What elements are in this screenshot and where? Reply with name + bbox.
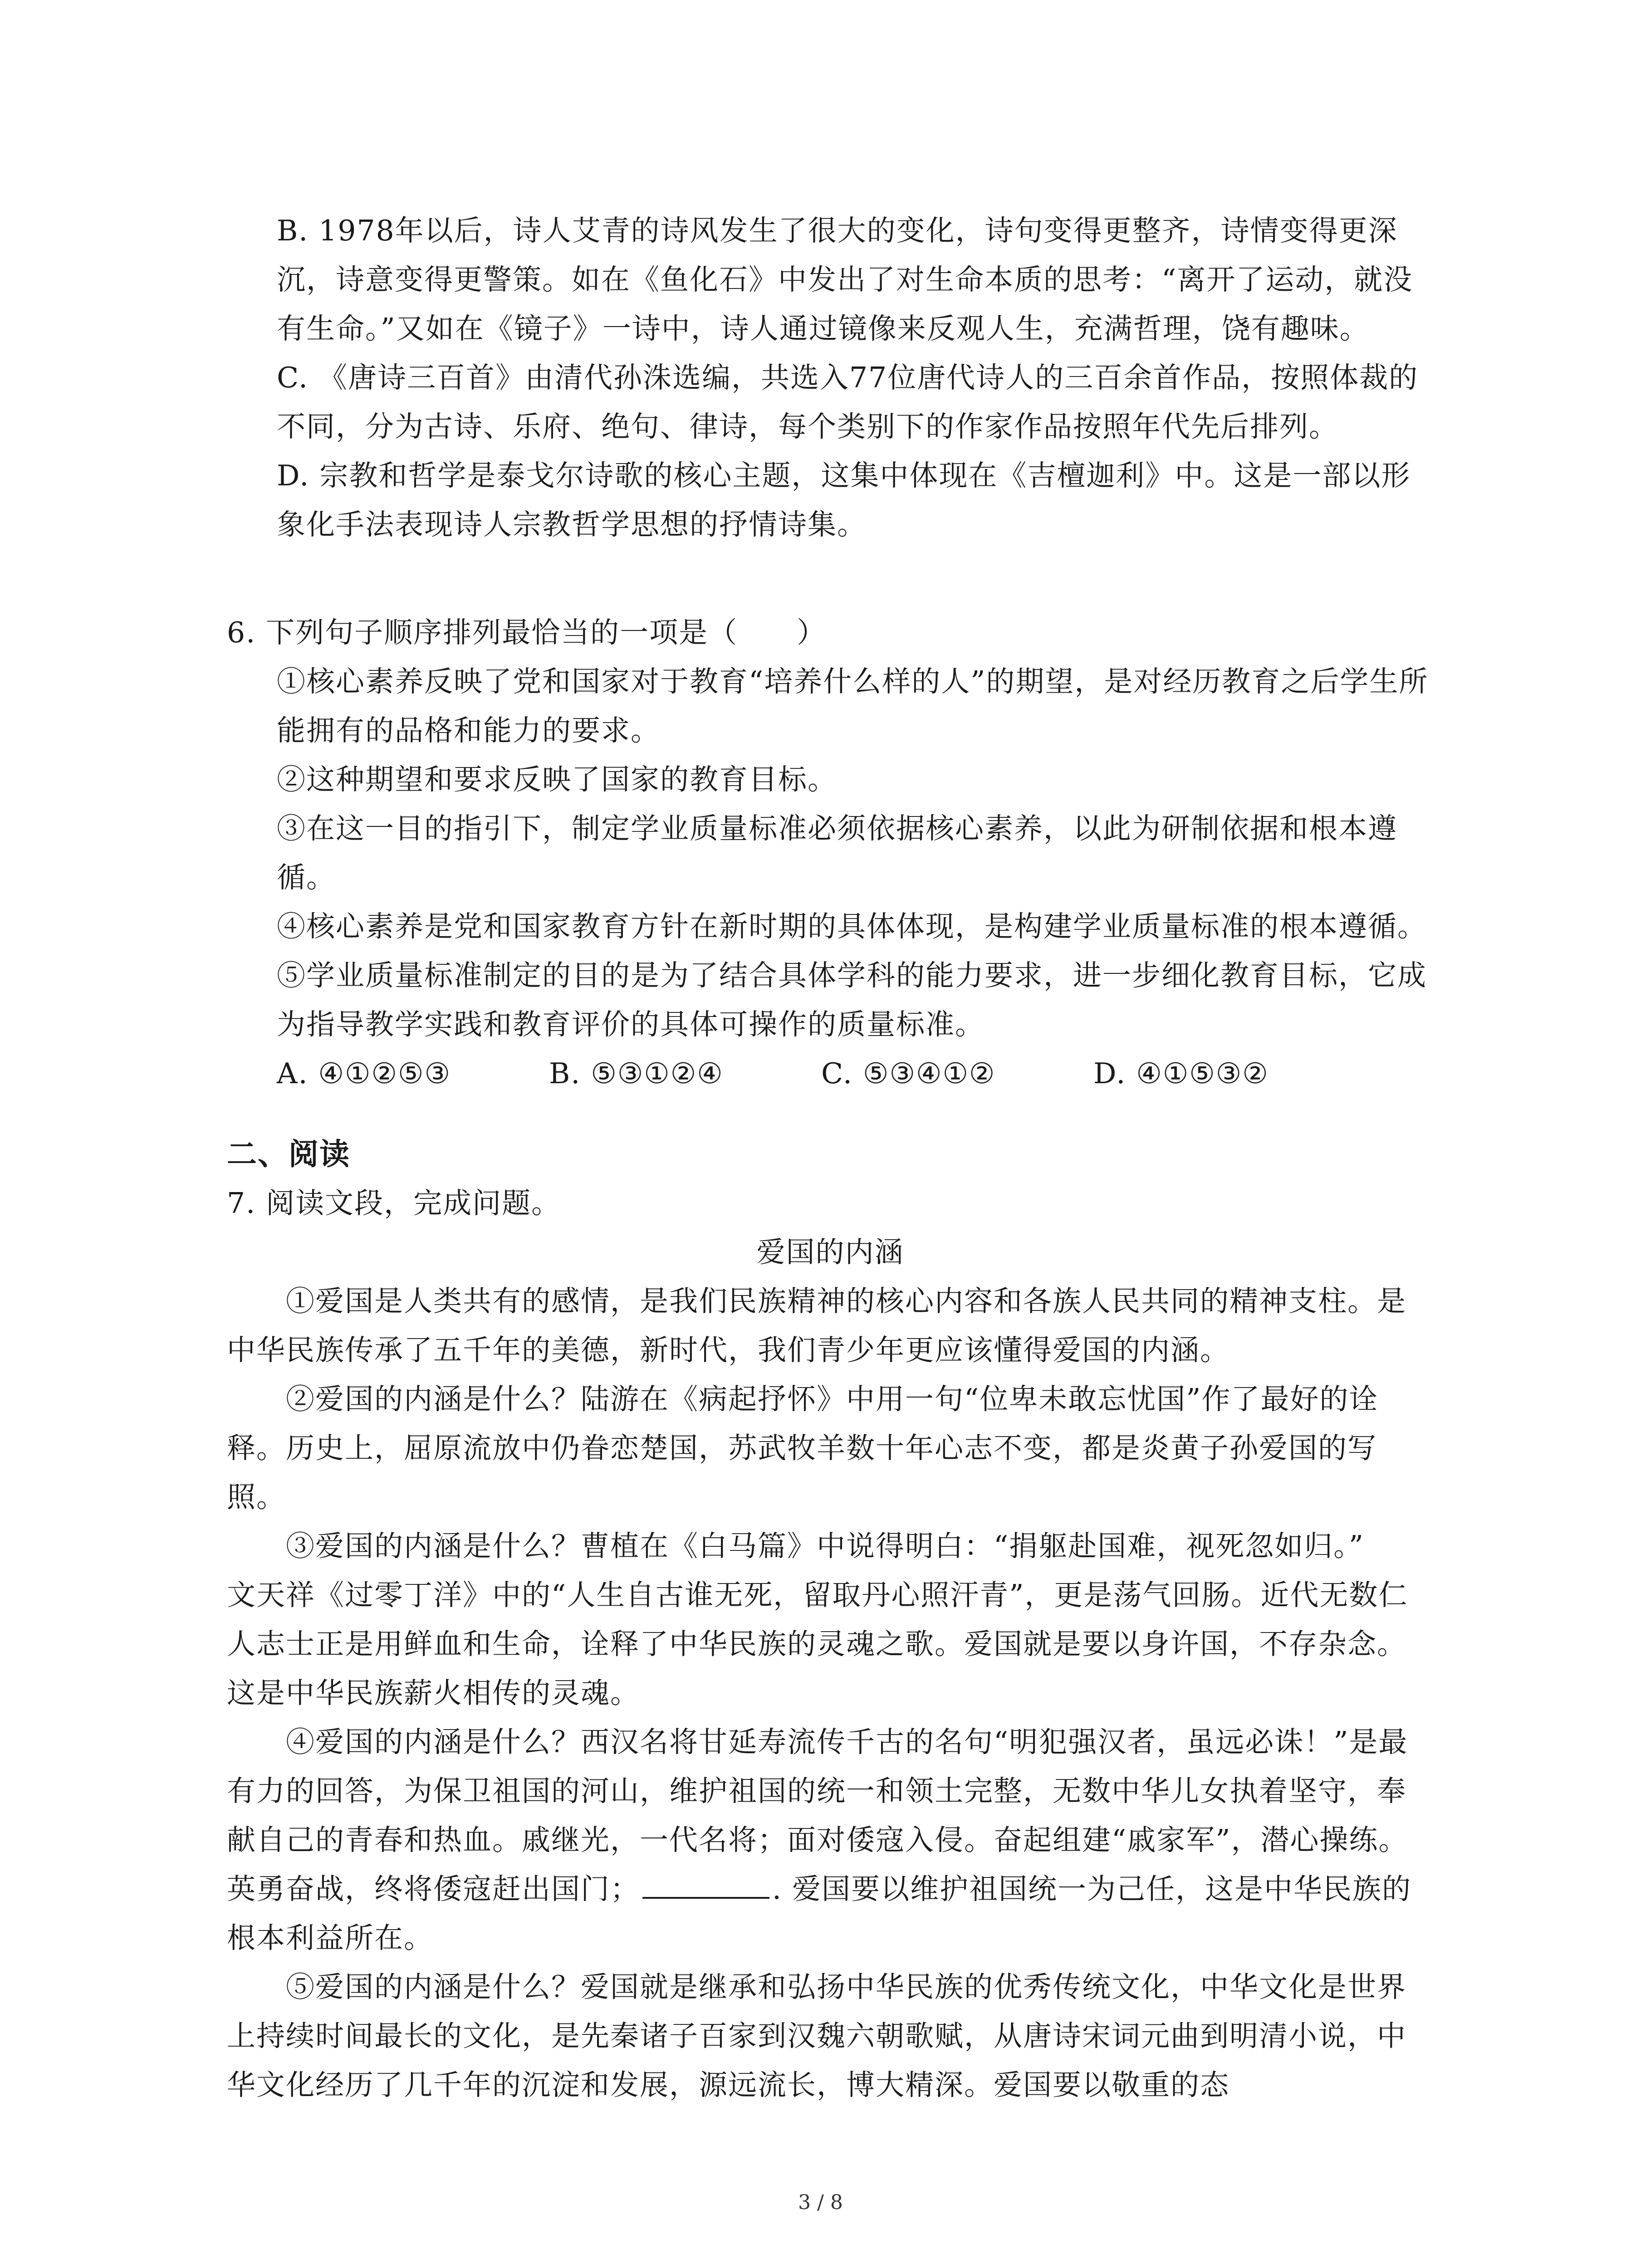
article-title: 爱国的内涵 <box>756 1236 904 1269</box>
q6-choice-d: D. ④①⑤③② <box>1093 1057 1269 1090</box>
q6-choice-c: C. ⑤③④①② <box>821 1057 996 1090</box>
paragraph-4-text-after: . 爱国要以维护祖国统一为己任，这是中华民族的根本利益所在。 <box>227 1872 1412 1955</box>
article-paragraph-5: ⑤爱国的内涵是什么？爱国就是继承和弘扬中华民族的优秀传统文化，中华文化是世界上持续时间最长的文化，是先秦诸子百家到汉魏六朝歌赋，从唐诗宋词元曲到明清小说，中华文化经历了几千年的沉淀和发展，源远流长，博大精深。爱国要以敬重的态 <box>227 1970 1406 2102</box>
q5-option-b: B. 1978年以后，诗人艾青的诗风发生了很大的变化，诗句变得更整齐，诗情变得更深沉，诗意变得更警策。如在《鱼化石》中发出了对生命本质的思考：“离开了运动，就没有生命。”又如在《镜子》一诗中，诗人通过镜像来反观人生，充满哲理，饶有趣味。 <box>277 214 1413 345</box>
page-content <box>227 206 1434 2110</box>
q5-option-c: C. 《唐诗三百首》由清代孙洙选编，共选入77位唐代诗人的三百余首作品，按照体裁的不同，分为古诗、乐府、绝句、律诗，每个类别下的作家作品按照年代先后排列。 <box>277 361 1419 443</box>
article-paragraph-4 <box>227 1718 1434 1963</box>
article-paragraph-3b: 文天祥《过零丁洋》中的“人生自古谁无死，留取丹心照汗青”，更是荡气回肠。近代无数仁人志士正是用鲜血和生命，诠释了中华民族的灵魂之歌。爱国就是要以身许国，不存杂念。这是中华民族薪火相传的灵魂。 <box>227 1579 1408 1710</box>
q6-stem: 6. 下列句子顺序排列最恰当的一项是（ ） <box>227 616 827 649</box>
q6-sentence-3: ③在这一目的指引下，制定学业质量标准必须依据核心素养，以此为研制依据和根本遵循。 <box>277 812 1397 894</box>
paragraph-4-text-before: ④爱国的内涵是什么？西汉名将甘延寿流传千古的名句“明犯强汉者，虽远必诛！”是最有力的回答，为保卫祖国的河山，维护祖国的统一和领土完整，无数中华儿女执着坚守，奉献自己的青春和热血。戚继光，一代名将；面对倭寇入侵。奋起组建“戚家军”，潜心操练。英勇奋战，终将倭寇赶出国门； <box>227 1725 1408 1906</box>
page-number: 3 / 8 <box>798 2191 843 2214</box>
article-paragraph-2: ②爱国的内涵是什么？陆游在《病起抒怀》中用一句“位卑未敢忘忧国”作了最好的诠释。历史上，屈原流放中仍眷恋楚国，苏武牧羊数十年心志不变，都是炎黄子孙爱国的写照。 <box>227 1383 1379 1514</box>
q6-choices <box>227 1049 1434 1098</box>
spacer <box>227 549 1434 608</box>
spacer <box>227 1098 1434 1130</box>
article-paragraph-1: ①爱国是人类共有的感情，是我们民族精神的核心内容和各族人民共同的精神支柱。是中华民族传承了五千年的美德，新时代，我们青少年更应该懂得爱国的内涵。 <box>227 1285 1406 1367</box>
q6-sentence-5: ⑤学业质量标准制定的目的是为了结合具体学科的能力要求，进一步细化教育目标，它成为指导教学实践和教育评价的具体可操作的质量标准。 <box>277 959 1427 1041</box>
q6-choice-b: B. ⑤③①②④ <box>549 1057 724 1090</box>
q5-option-d: D. 宗教和哲学是泰戈尔诗歌的核心主题，这集中体现在《吉檀迦利》中。这是一部以形象化手法表现诗人宗教哲学思想的抒情诗集。 <box>277 459 1411 541</box>
q7-stem: 7. 阅读文段，完成问题。 <box>227 1187 561 1220</box>
section-title: 二、阅读 <box>227 1137 350 1172</box>
fill-in-blank[interactable] <box>642 1870 769 1899</box>
q6-sentence-1: ①核心素养反映了党和国家对于教育“培养什么样的人”的期望，是对经历教育之后学生所能拥有的品格和能力的要求。 <box>277 665 1429 747</box>
q6-choice-a: A. ④①②⑤③ <box>277 1057 451 1090</box>
article-paragraph-3a: ③爱国的内涵是什么？曹植在《白马篇》中说得明白：“捐躯赴国难，视死忽如归。” <box>286 1530 1364 1563</box>
q6-sentence-4: ④核心素养是党和国家教育方针在新时期的具体体现，是构建学业质量标准的根本遵循。 <box>277 910 1427 943</box>
q6-sentence-2: ②这种期望和要求反映了国家的教育目标。 <box>277 763 837 796</box>
